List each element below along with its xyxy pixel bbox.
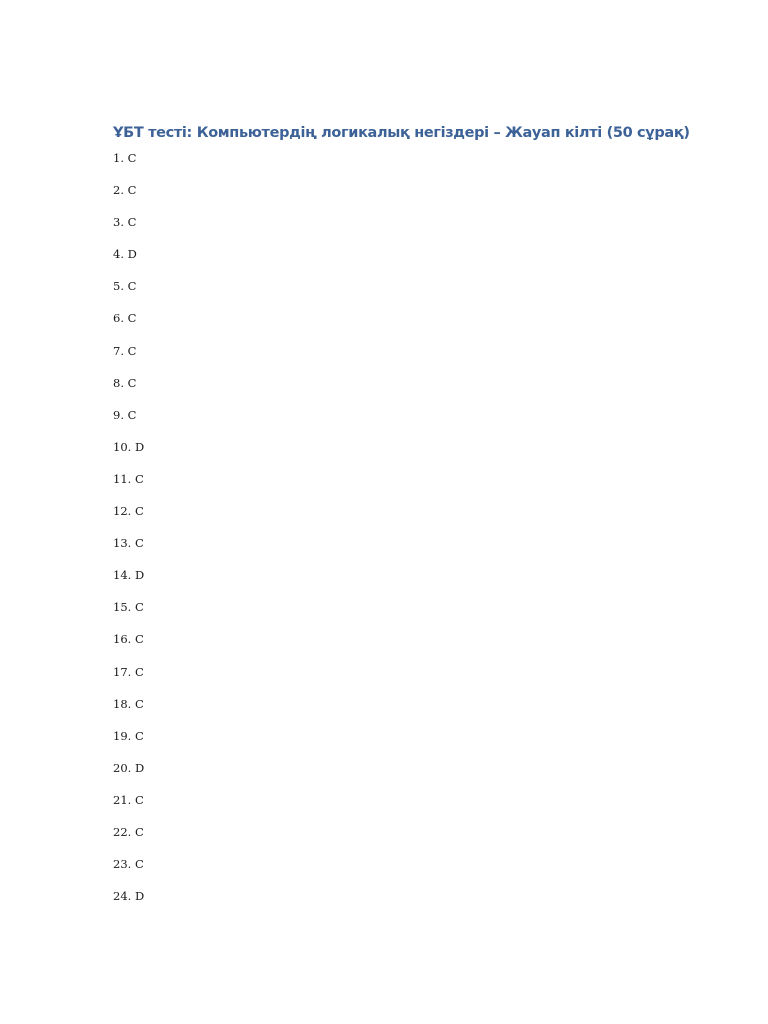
answer-item: 3. C — [113, 215, 137, 230]
answer-key-list — [113, 150, 144, 920]
answer-item: 7. C — [113, 343, 137, 358]
answer-item: 23. C — [113, 857, 144, 872]
answer-item: 15. C — [113, 600, 144, 615]
answer-item: 21. C — [113, 792, 144, 807]
answer-item: 19. C — [113, 728, 144, 743]
answer-item: 18. C — [113, 696, 144, 711]
answer-item: 22. C — [113, 824, 144, 839]
answer-item: 5. C — [113, 279, 137, 294]
answer-item: 8. C — [113, 375, 137, 390]
answer-item: 24. D — [113, 889, 145, 904]
answer-item: 12. C — [113, 504, 144, 519]
answer-item: 2. C — [113, 183, 137, 198]
answer-item: 1. C — [113, 151, 137, 165]
answer-item: 9. C — [113, 407, 137, 422]
answer-item: 4. D — [113, 247, 137, 262]
answer-item: 6. C — [113, 311, 137, 326]
answer-item: 10. D — [113, 439, 145, 454]
answer-item: 11. C — [113, 471, 144, 486]
answer-item: 17. C — [113, 664, 144, 679]
answer-item: 16. C — [113, 632, 144, 647]
document-title: ҰБТ тесті: Компьютердің логикалық негіздері – Жауап кілті (50 сұрақ) — [113, 125, 690, 141]
answer-item: 20. D — [113, 760, 145, 775]
answer-item: 13. C — [113, 536, 144, 551]
answer-item: 14. D — [113, 568, 145, 583]
